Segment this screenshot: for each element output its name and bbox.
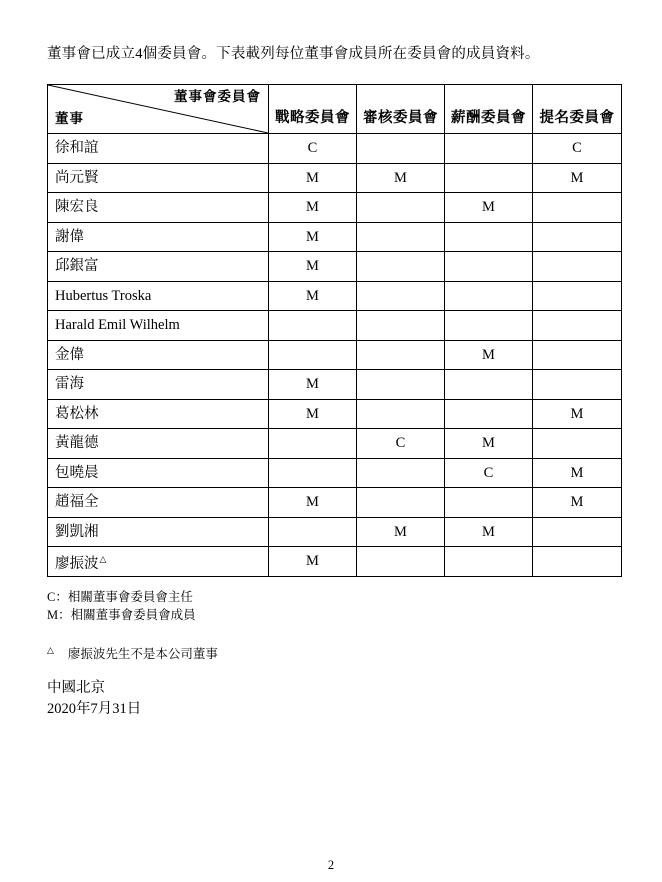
legend-text: ：相關董事會委員會成員 bbox=[58, 608, 196, 622]
director-name: 邱銀富 bbox=[55, 258, 99, 275]
footnote-symbol: △ bbox=[47, 645, 54, 655]
membership-cell bbox=[357, 458, 445, 488]
membership-cell bbox=[269, 311, 357, 341]
column-header-nomination: 提名委員會 bbox=[533, 85, 622, 134]
membership-cell: M bbox=[269, 222, 357, 252]
table-row bbox=[48, 429, 622, 459]
director-name-cell bbox=[48, 134, 269, 164]
membership-cell: M bbox=[269, 252, 357, 282]
director-name: 尚元賢 bbox=[55, 169, 99, 186]
membership-cell: M bbox=[269, 547, 357, 577]
membership-cell bbox=[445, 252, 533, 282]
membership-cell bbox=[269, 429, 357, 459]
legend-text: ：相關董事會委員會主任 bbox=[55, 590, 193, 604]
membership-cell: C bbox=[269, 134, 357, 164]
signature-block bbox=[47, 678, 141, 720]
membership-cell bbox=[445, 370, 533, 400]
membership-cell bbox=[269, 340, 357, 370]
legend-key: M bbox=[47, 608, 59, 622]
table-row bbox=[48, 517, 622, 547]
membership-cell: M bbox=[445, 340, 533, 370]
membership-cell bbox=[533, 311, 622, 341]
director-name: 金偉 bbox=[55, 346, 84, 363]
membership-cell: M bbox=[269, 488, 357, 518]
table-row bbox=[48, 399, 622, 429]
intro-paragraph: 董事會已成立4個委員會。下表載列每位董事會成員所在委員會的成員資料。 bbox=[47, 46, 540, 62]
membership-cell: M bbox=[533, 488, 622, 518]
director-name: 陳宏良 bbox=[55, 199, 99, 216]
membership-cell bbox=[357, 222, 445, 252]
membership-cell: M bbox=[269, 193, 357, 223]
table-row bbox=[48, 311, 622, 341]
director-name-cell bbox=[48, 252, 269, 282]
membership-cell bbox=[269, 517, 357, 547]
table-row bbox=[48, 340, 622, 370]
membership-cell: M bbox=[269, 399, 357, 429]
director-name: 謝偉 bbox=[55, 228, 84, 245]
director-name: 趙福全 bbox=[55, 494, 99, 511]
membership-cell bbox=[533, 547, 622, 577]
membership-cell bbox=[533, 517, 622, 547]
membership-cell: C bbox=[357, 429, 445, 459]
director-name: Hubertus Troska bbox=[55, 287, 152, 304]
membership-cell bbox=[357, 547, 445, 577]
membership-cell bbox=[357, 281, 445, 311]
corner-header-cell bbox=[48, 85, 269, 134]
membership-cell bbox=[269, 458, 357, 488]
director-name: 葛松林 bbox=[55, 405, 99, 422]
director-name-cell bbox=[48, 222, 269, 252]
director-name-cell bbox=[48, 547, 269, 577]
membership-cell: C bbox=[533, 134, 622, 164]
table-row bbox=[48, 370, 622, 400]
director-name-cell bbox=[48, 281, 269, 311]
membership-cell: M bbox=[533, 399, 622, 429]
membership-cell bbox=[445, 399, 533, 429]
director-name: 徐和誼 bbox=[55, 140, 99, 157]
director-name: 廖振波 bbox=[55, 555, 99, 572]
membership-cell bbox=[445, 488, 533, 518]
legend-item bbox=[47, 606, 196, 624]
membership-cell: M bbox=[357, 163, 445, 193]
membership-cell bbox=[533, 252, 622, 282]
membership-cell: M bbox=[533, 163, 622, 193]
page-number: 2 bbox=[327, 858, 335, 872]
director-name-cell bbox=[48, 340, 269, 370]
table-row bbox=[48, 163, 622, 193]
place: 中國北京 bbox=[47, 680, 105, 696]
membership-cell bbox=[357, 193, 445, 223]
membership-cell bbox=[445, 547, 533, 577]
membership-cell bbox=[445, 281, 533, 311]
membership-cell bbox=[533, 340, 622, 370]
director-name-cell bbox=[48, 488, 269, 518]
column-header-audit: 審核委員會 bbox=[357, 85, 445, 134]
table-row bbox=[48, 281, 622, 311]
director-name-cell bbox=[48, 311, 269, 341]
legend-key: C bbox=[47, 590, 56, 604]
table-row bbox=[48, 547, 622, 577]
table-row bbox=[48, 193, 622, 223]
membership-cell bbox=[445, 163, 533, 193]
director-name: Harald Emil Wilhelm bbox=[55, 317, 180, 334]
membership-cell bbox=[533, 281, 622, 311]
corner-header-committee: 董事會委員會 bbox=[174, 89, 261, 105]
director-name: 黃龍德 bbox=[55, 435, 99, 452]
director-name-cell bbox=[48, 517, 269, 547]
membership-cell: M bbox=[269, 281, 357, 311]
legend-item bbox=[47, 588, 196, 606]
table-header-row bbox=[48, 85, 622, 134]
table-row bbox=[48, 252, 622, 282]
director-name: 包曉晨 bbox=[55, 464, 99, 481]
membership-cell: M bbox=[269, 370, 357, 400]
membership-cell bbox=[357, 311, 445, 341]
director-annotation: △ bbox=[99, 553, 107, 564]
director-name-cell bbox=[48, 458, 269, 488]
director-name-cell bbox=[48, 429, 269, 459]
table-row bbox=[48, 488, 622, 518]
director-name-cell bbox=[48, 163, 269, 193]
director-name: 雷海 bbox=[55, 376, 84, 393]
legend bbox=[47, 588, 196, 624]
membership-cell: M bbox=[357, 517, 445, 547]
director-name-cell bbox=[48, 193, 269, 223]
membership-cell: M bbox=[533, 458, 622, 488]
membership-cell bbox=[357, 340, 445, 370]
membership-cell bbox=[445, 134, 533, 164]
membership-cell: C bbox=[445, 458, 533, 488]
membership-cell: M bbox=[269, 163, 357, 193]
membership-cell bbox=[357, 399, 445, 429]
membership-cell: M bbox=[445, 193, 533, 223]
membership-cell bbox=[445, 222, 533, 252]
membership-cell bbox=[445, 311, 533, 341]
membership-cell bbox=[357, 370, 445, 400]
membership-cell bbox=[533, 429, 622, 459]
membership-cell bbox=[357, 488, 445, 518]
membership-cell bbox=[357, 134, 445, 164]
table-row bbox=[48, 222, 622, 252]
column-header-strategy: 戰略委員會 bbox=[269, 85, 357, 134]
membership-cell bbox=[533, 370, 622, 400]
table-row bbox=[48, 458, 622, 488]
director-name-cell bbox=[48, 399, 269, 429]
committee-membership-table bbox=[47, 84, 622, 577]
column-header-remuneration: 薪酬委員會 bbox=[445, 85, 533, 134]
footnote bbox=[47, 641, 218, 663]
director-name: 劉凱湘 bbox=[55, 523, 99, 540]
table-row bbox=[48, 134, 622, 164]
director-name-cell bbox=[48, 370, 269, 400]
membership-cell bbox=[533, 193, 622, 223]
footnote-text: 廖振波先生不是本公司董事 bbox=[67, 647, 218, 662]
membership-cell: M bbox=[445, 517, 533, 547]
membership-cell bbox=[533, 222, 622, 252]
membership-cell: M bbox=[445, 429, 533, 459]
corner-header-director: 董事 bbox=[55, 111, 84, 127]
date: 2020年7月31日 bbox=[47, 701, 142, 717]
membership-cell bbox=[357, 252, 445, 282]
